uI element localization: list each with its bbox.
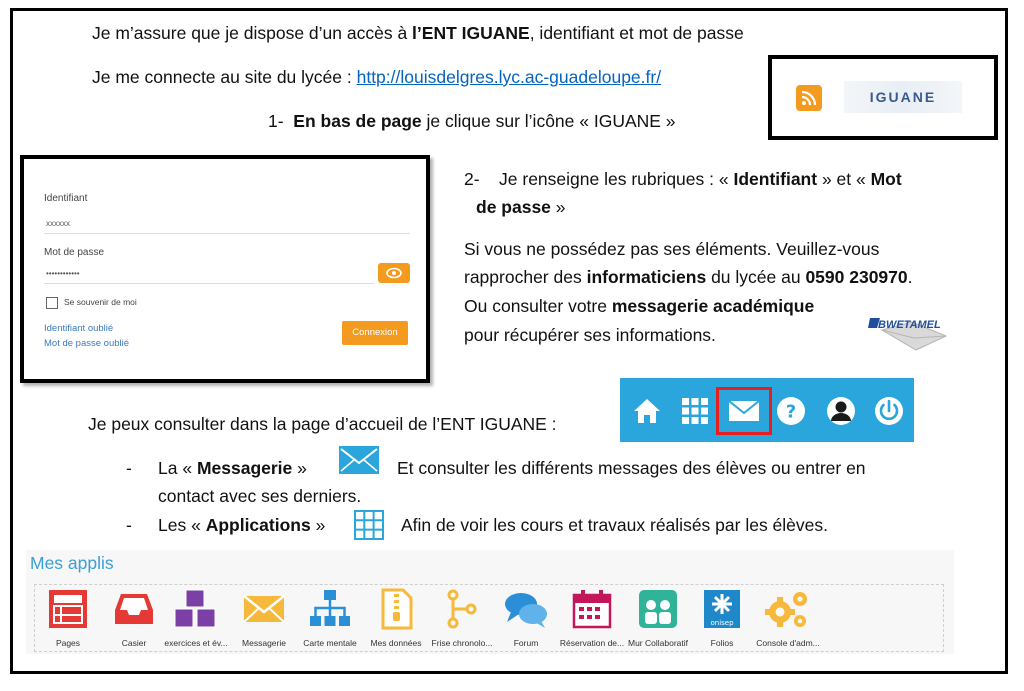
password-input[interactable]: •••••••••••• [46,269,80,278]
app-pages[interactable]: Pages [34,588,102,648]
chat-icon [503,588,549,630]
info-line-4: pour récupérer ses informations. [464,325,716,345]
apps-grid-icon[interactable] [678,394,712,428]
forgot-id-link[interactable]: Identifiant oublié [44,323,114,334]
app-exercices[interactable]: exercices et év... [162,588,230,648]
bullet-2-desc: Afin de voir les cours et travaux réalisés par les élèves. [401,515,828,535]
envelope-logo-icon [868,312,958,352]
bullet-dash-1: - [126,458,132,478]
mail-icon[interactable] [727,394,761,428]
info-line-1: Si vous ne possédez pas ses éléments. Veuillez-vous [464,239,880,259]
applications-grid-icon [354,510,384,540]
home-icon[interactable] [630,394,664,428]
bullet-1-title: La « Messagerie » [158,458,307,478]
bullet-2-title: Les « Applications » [158,515,326,535]
sitemap-icon [309,588,351,630]
app-frise-chronologique[interactable]: Frise chronolo... [428,588,496,648]
inbox-icon [113,588,155,630]
bullet-1-desc: Et consulter les différents messages des élèves ou entrer en [397,458,866,478]
bullet-1-desc-2: contact avec ses derniers. [158,486,362,506]
step-1: 1- En bas de page je clique sur l’icône « IGUANE » [268,111,676,131]
ent-toolbar [620,378,914,442]
lycee-site-link[interactable]: http://louisdelgres.lyc.ac-guadeloupe.fr/ [356,67,662,87]
help-icon[interactable] [774,394,808,428]
app-reservation[interactable]: Réservation de... [558,588,626,648]
password-underline [44,283,374,284]
password-label: Mot de passe [44,247,105,258]
info-line-3: Ou consulter votre messagerie académique [464,296,815,316]
bwetamel-text: BWETAMEL [878,319,941,331]
identifiant-label: Identifiant [44,193,88,204]
bullet-dash-2: - [126,515,132,535]
svg-text:?: ? [785,401,797,423]
timeline-icon [441,588,483,630]
app-mur-collaboratif[interactable]: Mur Collaboratif [624,588,692,648]
mes-applis-panel [26,550,954,654]
identifiant-underline [44,233,410,234]
user-icon[interactable] [824,394,858,428]
app-forum[interactable]: Forum [492,588,560,648]
app-folios[interactable]: onisep Folios [688,588,756,648]
onisep-icon [701,588,743,630]
power-icon[interactable] [872,394,906,428]
messagerie-icon [338,445,380,475]
pages-icon [47,588,89,630]
app-console-admin[interactable]: Console d'adm... [754,588,822,648]
gears-icon [764,588,812,630]
step-2-line-2: de passe » [476,197,566,217]
bwetamel-logo [868,312,958,352]
rss-icon [796,85,822,111]
mes-applis-title: Mes applis [30,553,114,573]
identifiant-input[interactable]: xxxxxx [46,219,70,228]
info-line-2: rapprocher des informaticiens du lycée au 0590 230970. [464,267,913,287]
app-carte-mentale[interactable]: Carte mentale [296,588,364,648]
calendar-icon [571,588,613,630]
svg-text:onisep: onisep [710,619,734,627]
app-casier[interactable]: Casier [100,588,168,648]
remember-checkbox[interactable] [46,297,58,309]
connexion-button[interactable]: Connexion [342,321,408,345]
eye-icon [378,263,410,283]
collab-wall-icon [637,588,679,630]
remember-label: Se souvenir de moi [64,297,137,307]
cubes-icon [171,588,221,630]
app-messagerie[interactable]: Messagerie [230,588,298,648]
mail-icon [243,588,285,630]
intro-line-2: Je me connecte au site du lycée : http://louisdelgres.lyc.ac-guadeloupe.fr/ [92,67,662,87]
intro-line-1: Je m’assure que je dispose d’un accès à l’ENT IGUANE, identifiant et mot de passe [92,23,744,43]
step-2-line-1: 2- Je renseigne les rubriques : « Identifiant » et « Mot [464,169,902,189]
forgot-password-link[interactable]: Mot de passe oublié [44,338,130,349]
iguane-logo: IGUANE [844,81,962,113]
home-line: Je peux consulter dans la page d’accueil de l’ENT IGUANE : [88,414,557,434]
iguane-logo-box[interactable] [768,55,998,140]
file-icon [375,588,417,630]
show-password-button[interactable] [378,263,410,283]
app-mes-donnees[interactable]: Mes données [362,588,430,648]
login-form [20,155,430,383]
